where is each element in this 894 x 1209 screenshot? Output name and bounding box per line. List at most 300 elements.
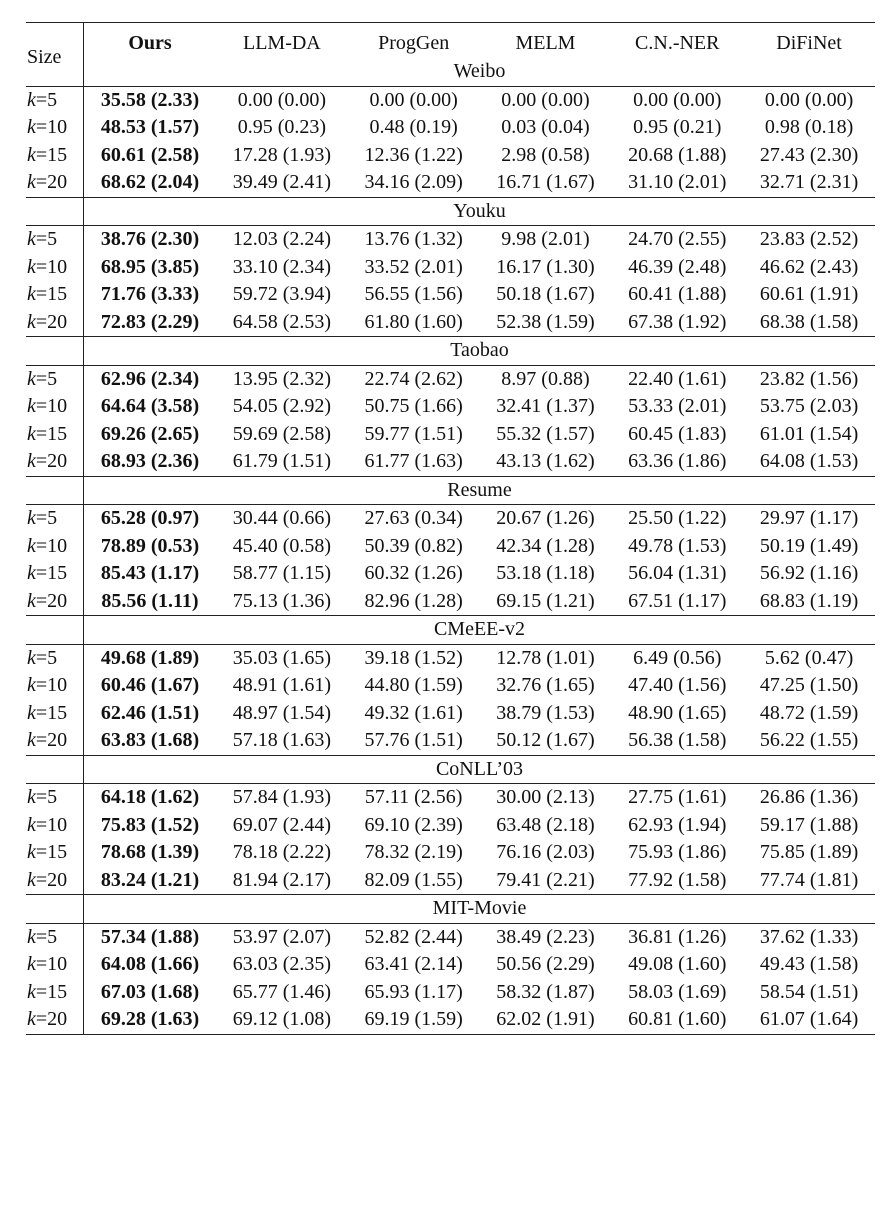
k-symbol: k: [27, 562, 36, 584]
baseline-value-cell: 57.84 (1.93): [216, 784, 348, 812]
baseline-value-cell: 61.07 (1.64): [743, 1006, 875, 1034]
baseline-value-cell: 22.40 (1.61): [611, 365, 743, 393]
k-symbol: k: [27, 589, 36, 612]
baseline-value-cell: 45.40 (0.58): [232, 534, 332, 557]
baseline-value-cell: 60.81 (1.60): [611, 1006, 743, 1034]
baseline-value-cell: 50.18 (1.67): [496, 283, 595, 305]
baseline-value-cell: 75.13 (1.36): [232, 589, 332, 612]
baseline-value-cell: 32.41 (1.37): [496, 395, 595, 417]
k-value: =10: [35, 395, 68, 417]
dataset-label: CMeEE-v2: [84, 616, 876, 645]
ours-value-cell: 63.83 (1.68): [100, 729, 200, 751]
baseline-value-cell: 60.32 (1.26): [364, 562, 463, 584]
k-value: =20: [35, 1008, 68, 1030]
k-value: =5: [35, 88, 58, 111]
ours-value-cell: 57.34 (1.88): [84, 923, 216, 951]
baseline-value-cell: 58.77 (1.15): [232, 562, 332, 584]
baseline-value-cell: 12.03 (2.24): [216, 226, 348, 254]
baseline-value-cell: 78.18 (2.22): [232, 841, 332, 863]
size-cell: [26, 560, 84, 588]
baseline-value-cell: 13.95 (2.32): [216, 365, 348, 393]
size-cell: [26, 142, 84, 170]
size-cell: [26, 672, 84, 700]
ours-value-cell: 35.58 (2.33): [84, 86, 216, 114]
size-cell-empty: [26, 755, 84, 784]
k-symbol: k: [27, 507, 36, 529]
column-header-difinet: DiFiNet: [743, 23, 875, 59]
k-symbol: k: [27, 395, 36, 417]
ours-value-cell: 65.28 (0.97): [84, 505, 216, 533]
k-symbol: k: [27, 646, 36, 669]
baseline-value-cell: 12.78 (1.01): [480, 644, 612, 672]
baseline-value-cell: 22.74 (2.62): [348, 365, 480, 393]
size-cell: [26, 951, 84, 979]
baseline-value-cell: 48.91 (1.61): [232, 674, 332, 696]
baseline-value-cell: 76.16 (2.03): [496, 841, 595, 863]
k-symbol: k: [27, 228, 36, 250]
baseline-value-cell: 58.03 (1.69): [628, 980, 727, 1003]
ours-value-cell: 48.53 (1.57): [100, 116, 200, 138]
k-value: =10: [35, 813, 68, 836]
baseline-value-cell: 17.28 (1.93): [232, 143, 332, 166]
ours-value-cell: 69.28 (1.63): [84, 1006, 216, 1034]
baseline-value-cell: 58.54 (1.51): [759, 980, 859, 1003]
table-row: [26, 1006, 875, 1034]
baseline-value-cell: 34.16 (2.09): [364, 171, 463, 193]
ours-value-cell: 83.24 (1.21): [100, 868, 200, 891]
size-cell: [26, 226, 84, 254]
k-value: =10: [35, 116, 68, 138]
baseline-value-cell: 61.77 (1.63): [364, 450, 463, 472]
baseline-value-cell: 52.38 (1.59): [496, 310, 595, 333]
size-cell: [26, 421, 84, 449]
k-value: =10: [35, 953, 68, 975]
baseline-value-cell: 48.90 (1.65): [628, 701, 727, 724]
k-symbol: k: [27, 171, 36, 193]
baseline-value-cell: 39.18 (1.52): [348, 644, 480, 672]
k-value: =15: [35, 841, 68, 863]
k-value: =20: [35, 171, 68, 193]
ours-value-cell: 67.03 (1.68): [100, 980, 200, 1003]
baseline-value-cell: 81.94 (2.17): [232, 868, 332, 891]
table-row: [26, 644, 875, 672]
baseline-value-cell: 69.15 (1.21): [496, 589, 595, 612]
k-symbol: k: [27, 868, 36, 891]
baseline-value-cell: 53.18 (1.18): [496, 562, 595, 584]
k-value: =5: [35, 646, 58, 669]
k-symbol: k: [27, 283, 36, 305]
size-cell: [26, 365, 84, 393]
baseline-value-cell: 16.17 (1.30): [496, 255, 595, 278]
baseline-value-cell: 63.48 (2.18): [496, 813, 595, 836]
baseline-value-cell: 69.12 (1.08): [216, 1006, 348, 1034]
baseline-value-cell: 63.36 (1.86): [628, 450, 727, 472]
size-cell: [26, 979, 84, 1007]
baseline-value-cell: 53.97 (2.07): [216, 923, 348, 951]
k-symbol: k: [27, 88, 36, 111]
table-row: [26, 281, 875, 309]
baseline-value-cell: 79.41 (2.21): [496, 868, 595, 891]
baseline-value-cell: 50.75 (1.66): [364, 395, 463, 417]
dataset-label: Resume: [84, 476, 876, 505]
baseline-value-cell: 63.41 (2.14): [364, 953, 463, 975]
size-cell: [26, 1006, 84, 1034]
baseline-value-cell: 65.93 (1.17): [364, 980, 463, 1003]
k-value: =20: [35, 310, 68, 333]
ours-value-cell: 68.93 (2.36): [100, 450, 200, 472]
column-header-ours: Ours: [84, 23, 216, 59]
baseline-value-cell: 75.85 (1.89): [759, 841, 859, 863]
baseline-value-cell: 44.80 (1.59): [364, 674, 463, 696]
baseline-value-cell: 64.08 (1.53): [759, 450, 859, 472]
baseline-value-cell: 0.95 (0.21): [633, 116, 722, 138]
dataset-label-row: [26, 755, 875, 784]
ours-value-cell: 60.46 (1.67): [100, 674, 200, 696]
k-value: =5: [35, 925, 58, 948]
size-cell: [26, 839, 84, 867]
k-value: =5: [35, 228, 58, 250]
baseline-value-cell: 54.05 (2.92): [232, 395, 332, 417]
table-row: [26, 560, 875, 588]
baseline-value-cell: 30.44 (0.66): [216, 505, 348, 533]
baseline-value-cell: 68.83 (1.19): [759, 589, 859, 612]
baseline-value-cell: 59.69 (2.58): [232, 422, 332, 445]
baseline-value-cell: 50.56 (2.29): [496, 953, 595, 975]
baseline-value-cell: 33.52 (2.01): [364, 255, 463, 278]
ours-value-cell: 68.62 (2.04): [100, 171, 200, 193]
baseline-value-cell: 50.12 (1.67): [496, 729, 595, 751]
baseline-value-cell: 61.79 (1.51): [232, 450, 332, 472]
k-value: =15: [35, 143, 68, 166]
baseline-value-cell: 62.02 (1.91): [480, 1006, 612, 1034]
column-header-melm: MELM: [480, 23, 612, 59]
size-cell-empty: [26, 616, 84, 645]
k-symbol: k: [27, 422, 36, 445]
table-row: [26, 700, 875, 728]
baseline-value-cell: 65.77 (1.46): [232, 980, 332, 1003]
k-value: =20: [35, 729, 68, 751]
size-cell: [26, 533, 84, 561]
dataset-label: MIT-Movie: [84, 895, 876, 924]
baseline-value-cell: 0.03 (0.04): [501, 116, 590, 138]
baseline-value-cell: 32.71 (2.31): [759, 171, 859, 193]
size-cell: [26, 867, 84, 895]
baseline-value-cell: 49.08 (1.60): [628, 953, 727, 975]
k-value: =15: [35, 422, 68, 445]
table-row: [26, 421, 875, 449]
baseline-value-cell: 6.49 (0.56): [611, 644, 743, 672]
baseline-value-cell: 0.98 (0.18): [764, 116, 854, 138]
size-cell: [26, 727, 84, 755]
baseline-value-cell: 39.49 (2.41): [232, 171, 332, 193]
baseline-value-cell: 56.04 (1.31): [628, 562, 727, 584]
k-symbol: k: [27, 953, 36, 975]
baseline-value-cell: 0.00 (0.00): [348, 86, 480, 114]
size-cell-empty: [26, 476, 84, 505]
dataset-label-row: [26, 58, 875, 86]
table-row: [26, 533, 875, 561]
baseline-value-cell: 56.55 (1.56): [364, 283, 463, 305]
baseline-value-cell: 46.62 (2.43): [759, 255, 859, 278]
dataset-label-row: [26, 476, 875, 505]
baseline-value-cell: 12.36 (1.22): [364, 143, 463, 166]
size-cell: [26, 114, 84, 142]
k-symbol: k: [27, 841, 36, 863]
baseline-value-cell: 59.77 (1.51): [364, 422, 463, 445]
baseline-value-cell: 63.03 (2.35): [232, 953, 332, 975]
size-cell-empty: [26, 337, 84, 366]
baseline-value-cell: 26.86 (1.36): [743, 784, 875, 812]
dataset-label-row: [26, 197, 875, 226]
k-value: =15: [35, 562, 68, 584]
table-row: [26, 784, 875, 812]
baseline-value-cell: 27.63 (0.34): [348, 505, 480, 533]
table-row: [26, 505, 875, 533]
baseline-value-cell: 60.45 (1.83): [628, 422, 727, 445]
size-cell: [26, 281, 84, 309]
table-row: [26, 923, 875, 951]
k-symbol: k: [27, 310, 36, 333]
k-symbol: k: [27, 367, 36, 390]
baseline-value-cell: 69.07 (2.44): [232, 813, 332, 836]
baseline-value-cell: 0.00 (0.00): [480, 86, 612, 114]
baseline-value-cell: 0.00 (0.00): [611, 86, 743, 114]
table-body: [26, 23, 875, 1035]
baseline-value-cell: 0.48 (0.19): [369, 116, 458, 138]
baseline-value-cell: 23.83 (2.52): [743, 226, 875, 254]
baseline-value-cell: 38.49 (2.23): [480, 923, 612, 951]
baseline-value-cell: 56.92 (1.16): [759, 562, 859, 584]
baseline-value-cell: 23.82 (1.56): [743, 365, 875, 393]
table-row: [26, 448, 875, 476]
baseline-value-cell: 69.19 (1.59): [348, 1006, 480, 1034]
size-cell: [26, 448, 84, 476]
baseline-value-cell: 64.58 (2.53): [232, 310, 332, 333]
baseline-value-cell: 27.43 (2.30): [759, 143, 859, 166]
baseline-value-cell: 57.11 (2.56): [348, 784, 480, 812]
dataset-label-row: [26, 616, 875, 645]
dataset-label: Youku: [84, 197, 876, 226]
table-row: [26, 309, 875, 337]
baseline-value-cell: 27.75 (1.61): [611, 784, 743, 812]
size-cell: [26, 309, 84, 337]
k-symbol: k: [27, 450, 36, 472]
ours-value-cell: 75.83 (1.52): [100, 813, 200, 836]
k-value: =5: [35, 786, 58, 808]
baseline-value-cell: 59.17 (1.88): [759, 813, 859, 836]
baseline-value-cell: 55.32 (1.57): [496, 422, 595, 445]
baseline-value-cell: 8.97 (0.88): [480, 365, 612, 393]
baseline-value-cell: 33.10 (2.34): [232, 255, 332, 278]
baseline-value-cell: 37.62 (1.33): [743, 923, 875, 951]
size-cell-empty: [26, 197, 84, 226]
k-symbol: k: [27, 729, 36, 751]
k-value: =15: [35, 283, 68, 305]
table-row: [26, 951, 875, 979]
ours-value-cell: 78.68 (1.39): [100, 841, 200, 863]
k-symbol: k: [27, 143, 36, 166]
baseline-value-cell: 0.00 (0.00): [216, 86, 348, 114]
baseline-value-cell: 61.01 (1.54): [759, 422, 859, 445]
ours-value-cell: 71.76 (3.33): [100, 283, 200, 305]
baseline-value-cell: 67.51 (1.17): [628, 589, 727, 612]
ours-value-cell: 64.18 (1.62): [84, 784, 216, 812]
table-row: [26, 169, 875, 197]
baseline-value-cell: 68.38 (1.58): [759, 310, 859, 333]
column-header-proggen: ProgGen: [348, 23, 480, 59]
baseline-value-cell: 58.32 (1.87): [496, 980, 595, 1003]
baseline-value-cell: 60.61 (1.91): [759, 283, 859, 305]
ours-value-cell: 38.76 (2.30): [84, 226, 216, 254]
column-header-llm-da: LLM-DA: [216, 23, 348, 59]
table-row: [26, 365, 875, 393]
baseline-value-cell: 69.10 (2.39): [364, 813, 463, 836]
ours-value-cell: 60.61 (2.58): [100, 143, 200, 166]
dataset-label: CoNLL’03: [84, 755, 876, 784]
baseline-value-cell: 49.43 (1.58): [759, 953, 859, 975]
k-symbol: k: [27, 786, 36, 808]
size-cell: [26, 700, 84, 728]
baseline-value-cell: 49.78 (1.53): [628, 534, 727, 557]
size-cell: [26, 923, 84, 951]
table-row: [26, 393, 875, 421]
baseline-value-cell: 75.93 (1.86): [628, 841, 727, 863]
baseline-value-cell: 82.96 (1.28): [364, 589, 463, 612]
ours-value-cell: 64.08 (1.66): [100, 953, 200, 975]
k-symbol: k: [27, 813, 36, 836]
k-symbol: k: [27, 701, 36, 724]
size-cell: [26, 588, 84, 616]
baseline-value-cell: 0.95 (0.23): [237, 116, 327, 138]
table-row: [26, 672, 875, 700]
baseline-value-cell: 16.71 (1.67): [496, 171, 595, 193]
dataset-label: Weibo: [453, 60, 506, 82]
dataset-label-row: [26, 337, 875, 366]
size-cell: [26, 393, 84, 421]
k-value: =15: [35, 980, 68, 1003]
k-symbol: k: [27, 255, 36, 278]
size-cell: [26, 812, 84, 840]
table-row: [26, 979, 875, 1007]
baseline-value-cell: 50.19 (1.49): [759, 534, 859, 557]
k-value: =10: [35, 534, 68, 557]
table-row: [26, 812, 875, 840]
baseline-value-cell: 25.50 (1.22): [611, 505, 743, 533]
ours-value-cell: 62.46 (1.51): [100, 701, 200, 724]
table-row: [26, 142, 875, 170]
k-value: =5: [35, 507, 58, 529]
baseline-value-cell: 57.18 (1.63): [232, 729, 332, 751]
ours-value-cell: 64.64 (3.58): [100, 395, 200, 417]
k-symbol: k: [27, 980, 36, 1003]
ours-value-cell: 85.43 (1.17): [100, 562, 200, 584]
size-cell: [26, 169, 84, 197]
baseline-value-cell: 36.81 (1.26): [611, 923, 743, 951]
baseline-value-cell: 62.93 (1.94): [628, 813, 727, 836]
baseline-value-cell: 47.25 (1.50): [759, 674, 859, 696]
baseline-value-cell: 47.40 (1.56): [628, 674, 727, 696]
baseline-value-cell: 5.62 (0.47): [743, 644, 875, 672]
baseline-value-cell: 24.70 (2.55): [611, 226, 743, 254]
k-value: =20: [35, 868, 68, 891]
ours-value-cell: 62.96 (2.34): [84, 365, 216, 393]
ours-value-cell: 72.83 (2.29): [100, 310, 200, 333]
baseline-value-cell: 52.82 (2.44): [348, 923, 480, 951]
column-header-cn-ner: C.N.-NER: [611, 23, 743, 59]
k-value: =5: [35, 367, 58, 390]
baseline-value-cell: 42.34 (1.28): [496, 534, 595, 557]
ours-value-cell: 68.95 (3.85): [100, 255, 200, 278]
baseline-value-cell: 29.97 (1.17): [743, 505, 875, 533]
baseline-value-cell: 46.39 (2.48): [628, 255, 727, 278]
table-row: [26, 254, 875, 282]
baseline-value-cell: 49.32 (1.61): [364, 701, 463, 724]
baseline-value-cell: 57.76 (1.51): [364, 729, 463, 751]
k-symbol: k: [27, 1008, 36, 1030]
baseline-value-cell: 9.98 (2.01): [480, 226, 612, 254]
size-cell: [26, 86, 84, 114]
k-value: =10: [35, 674, 68, 696]
table-row: [26, 839, 875, 867]
baseline-value-cell: 78.32 (2.19): [364, 841, 463, 863]
size-cell: [26, 505, 84, 533]
baseline-value-cell: 53.33 (2.01): [628, 395, 727, 417]
k-symbol: k: [27, 116, 36, 138]
ours-value-cell: 69.26 (2.65): [100, 422, 200, 445]
baseline-value-cell: 13.76 (1.32): [348, 226, 480, 254]
baseline-value-cell: 20.67 (1.26): [480, 505, 612, 533]
baseline-value-cell: 56.22 (1.55): [759, 729, 859, 751]
baseline-value-cell: 30.00 (2.13): [480, 784, 612, 812]
k-symbol: k: [27, 925, 36, 948]
k-value: =15: [35, 701, 68, 724]
k-value: =20: [35, 589, 68, 612]
k-symbol: k: [27, 534, 36, 557]
table-row: [26, 114, 875, 142]
dataset-label-row: [26, 895, 875, 924]
size-cell: [26, 644, 84, 672]
baseline-value-cell: 2.98 (0.58): [501, 143, 590, 166]
table-row: [26, 226, 875, 254]
ours-value-cell: 49.68 (1.89): [84, 644, 216, 672]
baseline-value-cell: 59.72 (3.94): [232, 283, 332, 305]
dataset-label: Taobao: [84, 337, 876, 366]
baseline-value-cell: 43.13 (1.62): [496, 450, 595, 472]
header-row: [26, 23, 875, 59]
baseline-value-cell: 53.75 (2.03): [759, 395, 859, 417]
baseline-value-cell: 35.03 (1.65): [216, 644, 348, 672]
baseline-value-cell: 60.41 (1.88): [628, 283, 727, 305]
baseline-value-cell: 20.68 (1.88): [628, 143, 727, 166]
table-row: [26, 86, 875, 114]
results-table: [26, 22, 875, 1035]
ours-value-cell: 85.56 (1.11): [101, 589, 199, 612]
size-cell-empty: [26, 895, 84, 924]
size-cell: [26, 254, 84, 282]
size-cell: [26, 784, 84, 812]
table-row: [26, 727, 875, 755]
baseline-value-cell: 56.38 (1.58): [628, 729, 727, 751]
baseline-value-cell: 67.38 (1.92): [628, 310, 727, 333]
baseline-value-cell: 0.00 (0.00): [743, 86, 875, 114]
baseline-value-cell: 48.72 (1.59): [759, 701, 859, 724]
baseline-value-cell: 38.79 (1.53): [496, 701, 595, 724]
table-row: [26, 588, 875, 616]
k-value: =10: [35, 255, 68, 278]
k-symbol: k: [27, 674, 36, 696]
baseline-value-cell: 77.92 (1.58): [628, 868, 727, 891]
baseline-value-cell: 32.76 (1.65): [496, 674, 595, 696]
